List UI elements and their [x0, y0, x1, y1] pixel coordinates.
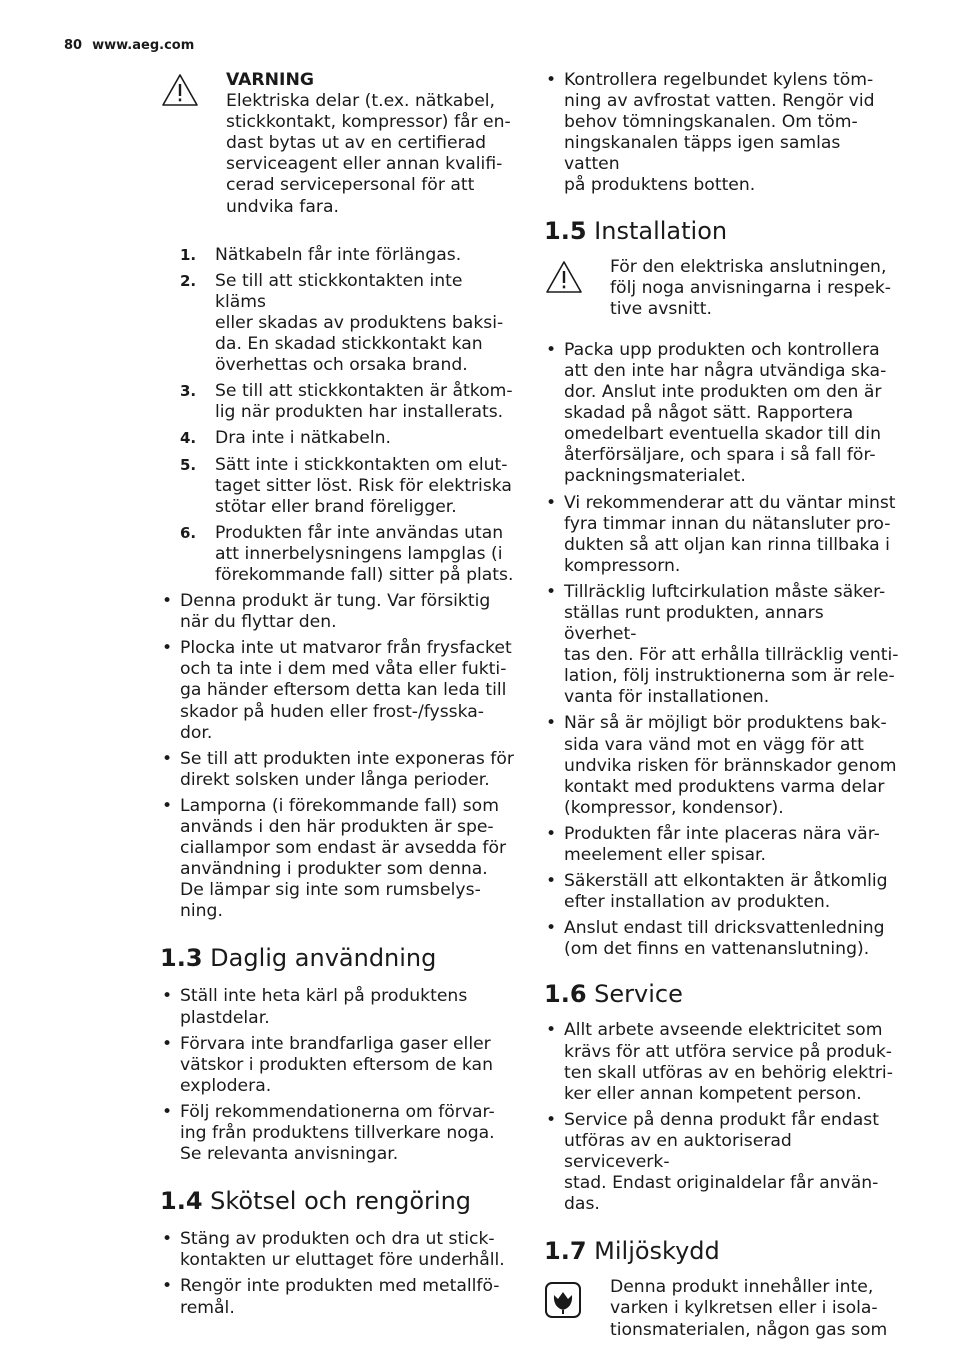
item-line: taget sitter löst. Risk för elektriska	[215, 475, 512, 496]
item-line: på produktens botten.	[564, 175, 756, 196]
item-line: • Denna produkt är tung. Var försiktig	[180, 591, 491, 612]
list-item	[544, 1110, 899, 1215]
section-heading-1-3	[160, 944, 515, 972]
bullet-list	[160, 1229, 515, 1318]
step-number: 1.	[180, 245, 197, 264]
item-line: Se relevanta anvisningar.	[180, 1144, 399, 1165]
item-line: behov tömningskanalen. Om töm-	[564, 112, 858, 133]
warning-block	[160, 70, 515, 218]
list-item	[544, 340, 899, 488]
warning-triangle-icon	[160, 72, 200, 108]
warning-line: serviceagent eller annan kvalifi-	[226, 154, 503, 175]
item-line: (om det finns en vattenanslutning).	[564, 939, 870, 960]
warning-text	[226, 91, 515, 218]
list-item	[160, 428, 515, 449]
item-line: lig när produkten har installerats.	[215, 402, 504, 423]
list-item	[544, 582, 899, 709]
warning-line: undvika fara.	[226, 196, 339, 217]
item-line: • Vi rekommenderar att du väntar minst	[564, 492, 896, 513]
section-number: 1.4	[160, 1187, 203, 1216]
item-line: dor. Anslut inte produkten om den är	[564, 382, 882, 403]
list-item	[544, 1020, 899, 1104]
item-line: utföras av en auktoriserad serviceverk-	[564, 1130, 792, 1173]
section-title: Daglig användning	[210, 944, 437, 973]
item-line: remål.	[180, 1297, 235, 1318]
numbered-list	[160, 245, 515, 586]
item-line: lation, följ instruktionerna som är rele-	[564, 666, 895, 687]
item-line: stad. Endast originaldelar får använ-	[564, 1173, 879, 1194]
warning-line: Elektriska delar (t.ex. nätkabel,	[226, 91, 496, 112]
item-line: vanta för installationen.	[564, 687, 770, 708]
item-line: direkt solsken under långa perioder.	[180, 769, 490, 790]
item-line: att den inte har några utvändiga ska-	[564, 360, 887, 381]
item-line: Dra inte i nätkabeln.	[215, 428, 391, 449]
item-line: användning i produkter som denna.	[180, 859, 488, 880]
eco-block	[544, 1277, 899, 1340]
section-number: 1.3	[160, 944, 203, 973]
item-line: Sätt inte i stickkontakten om elut-	[215, 454, 508, 475]
list-item	[160, 1276, 515, 1318]
item-line: krävs för att utföra service på produk-	[564, 1041, 892, 1062]
list-item	[544, 918, 899, 960]
list-item	[160, 1229, 515, 1271]
item-line: • Säkerställ att elkontakten är åtkomlig	[564, 871, 888, 892]
section-title: Skötsel och rengöring	[210, 1187, 472, 1216]
item-line: efter installation av produkten.	[564, 892, 831, 913]
item-line: Nätkabeln får inte förlängas.	[215, 244, 462, 265]
item-line: skador på huden eller frost-/fysska-	[180, 701, 485, 722]
item-line: tas den. För att erhålla tillräcklig venti-	[564, 645, 899, 666]
item-line: Produkten får inte användas utan	[215, 522, 504, 543]
warning-triangle-icon	[544, 259, 584, 295]
eco-body	[610, 1277, 899, 1340]
item-line: ten skall utföras av en behörig elektri-	[564, 1062, 893, 1083]
item-line: kontakten ur eluttaget före underhåll.	[180, 1250, 505, 1271]
bullet-list	[544, 340, 899, 961]
item-line: De lämpar sig inte som rumsbelys-	[180, 880, 481, 901]
list-item	[160, 749, 515, 791]
step-number: 5.	[180, 455, 197, 474]
list-item	[160, 523, 515, 586]
list-item	[544, 70, 899, 197]
right-column	[544, 70, 899, 1341]
item-line: ning av avfrostat vatten. Rengör vid	[564, 91, 875, 112]
item-line: • Rengör inte produkten med metallfö-	[180, 1276, 500, 1297]
item-line: sida vara vänd mot en vägg för att	[564, 734, 864, 755]
environment-leaf-icon	[544, 1281, 582, 1319]
item-line: förekommande fall) sitter på plats.	[215, 564, 514, 585]
item-line: explodera.	[180, 1075, 272, 1096]
warning-block	[544, 257, 899, 320]
warning-line: följ noga anvisningarna i respek-	[610, 277, 891, 298]
item-line: da. En skadad stickkontakt kan	[215, 334, 483, 355]
section-title: Service	[594, 980, 683, 1009]
item-line: återförsäljare, och spara i så fall för-	[564, 445, 876, 466]
warning-body	[226, 70, 515, 218]
item-line: när du flyttar den.	[180, 612, 337, 633]
item-line: ing från produktens tillverkare noga.	[180, 1123, 495, 1144]
list-item	[160, 638, 515, 743]
item-line: • Service på denna produkt får endast	[564, 1109, 879, 1130]
item-line: meelement eller spisar.	[564, 845, 766, 865]
left-column	[160, 70, 515, 1324]
bullet-list	[544, 1020, 899, 1215]
item-line: • Kontrollera regelbundet kylens töm-	[564, 70, 874, 90]
item-line: • Förvara inte brandfarliga gaser eller	[180, 1033, 491, 1054]
item-line: används i den här produkten är spe-	[180, 817, 494, 837]
item-line: plastdelar.	[180, 1007, 270, 1028]
section-number: 1.5	[544, 216, 587, 245]
item-line: ga händer eftersom detta kan leda till	[180, 680, 507, 701]
item-line: ker eller annan kompetent person.	[564, 1083, 862, 1104]
list-item	[160, 1034, 515, 1097]
item-line: dor.	[180, 722, 213, 743]
item-line: • Plocka inte ut matvaror från frysfacket	[180, 638, 512, 659]
step-number: 3.	[180, 382, 197, 401]
bullet-list	[160, 986, 515, 1165]
item-line: ciallampor som endast är avsedda för	[180, 838, 507, 859]
item-line: och ta inte i dem med våta eller fukti-	[180, 659, 507, 680]
eco-line: Denna produkt innehåller inte,	[610, 1277, 874, 1298]
item-line: dukten så att oljan kan rinna tillbaka i	[564, 534, 890, 555]
item-line: Se till att stickkontakten är åtkom-	[215, 381, 513, 402]
item-line: överhettas och orsaka brand.	[215, 355, 468, 376]
item-line: • Allt arbete avseende elektricitet som	[564, 1020, 883, 1041]
item-line: • Lamporna (i förekommande fall) som	[180, 795, 499, 816]
item-line: undvika risken för brännskador genom	[564, 755, 897, 776]
section-heading-1-5	[544, 217, 899, 245]
list-item	[160, 796, 515, 923]
page-number: 80	[64, 38, 83, 53]
item-line: • Följ rekommendationerna om förvar-	[180, 1101, 495, 1122]
item-line: vätskor i produkten eftersom de kan	[180, 1054, 493, 1075]
page-header	[64, 38, 194, 53]
item-line: fyra timmar innan du nätansluter pro-	[564, 513, 891, 534]
site-url: www.aeg.com	[92, 38, 195, 53]
warning-line: stickkontakt, kompressor) får en-	[226, 112, 511, 133]
list-item	[544, 493, 899, 577]
list-item	[160, 591, 515, 633]
section-number: 1.7	[544, 1237, 587, 1266]
list-item	[160, 271, 515, 376]
item-line: kompressorn.	[564, 555, 681, 576]
step-number: 6.	[180, 523, 197, 542]
item-line: att innerbelysningens lampglas (i	[215, 543, 503, 564]
list-item	[544, 871, 899, 913]
item-line: kontakt med produktens varma delar	[564, 776, 885, 797]
section-title: Installation	[594, 216, 728, 245]
item-line: • Stäng av produkten och dra ut stick-	[180, 1229, 495, 1250]
item-line: ning.	[180, 901, 223, 922]
item-line: Se till att stickkontakten inte kläms	[215, 270, 463, 312]
item-line: (kompressor, kondensor).	[564, 797, 784, 818]
warning-body	[610, 257, 899, 320]
item-line: ställas runt produkten, annars överhet-	[564, 602, 824, 645]
section-title: Miljöskydd	[594, 1237, 720, 1266]
item-line: • Produkten får inte placeras nära vär-	[564, 823, 880, 844]
bullet-list	[544, 70, 899, 197]
item-line: stötar eller brand föreligger.	[215, 496, 457, 517]
item-line: ningskanalen täpps igen samlas vatten	[564, 133, 841, 175]
warning-line: cerad servicepersonal för att	[226, 175, 475, 196]
item-line: eller skadas av produktens baksi-	[215, 312, 504, 333]
item-line: • När så är möjligt bör produktens bak-	[564, 713, 887, 734]
item-line: packningsmaterialet.	[564, 466, 746, 487]
section-heading-1-6	[544, 980, 899, 1008]
step-number: 2.	[180, 271, 197, 290]
list-item	[544, 713, 899, 818]
eco-line: varken i kylkretsen eller i isola-	[610, 1298, 878, 1319]
section-heading-1-7	[544, 1237, 899, 1265]
item-line: • Ställ inte heta kärl på produktens	[180, 986, 468, 1007]
list-item	[160, 381, 515, 423]
bullet-list	[160, 591, 515, 922]
item-line: • Anslut endast till dricksvattenledning	[564, 918, 885, 939]
warning-line: dast bytas ut av en certifierad	[226, 133, 487, 154]
list-item	[544, 824, 899, 866]
item-line: • Se till att produkten inte exponeras för	[180, 748, 514, 769]
list-item	[160, 986, 515, 1028]
item-line: skadad på något sätt. Rapportera	[564, 403, 854, 424]
list-item	[160, 1102, 515, 1165]
eco-line: tionsmaterialen, någon gas som	[610, 1319, 888, 1340]
warning-line: tive avsnitt.	[610, 298, 712, 319]
warning-title: VARNING	[226, 70, 314, 90]
list-item	[160, 455, 515, 518]
step-number: 4.	[180, 429, 197, 448]
section-heading-1-4	[160, 1187, 515, 1215]
item-line: • Tillräcklig luftcirkulation måste säker-	[564, 581, 886, 602]
section-number: 1.6	[544, 980, 587, 1009]
warning-line: För den elektriska anslutningen,	[610, 256, 887, 277]
item-line: omedelbart eventuella skador till din	[564, 424, 881, 445]
item-line: • Packa upp produkten och kontrollera	[564, 339, 880, 360]
item-line: das.	[564, 1194, 600, 1215]
list-item	[160, 245, 515, 266]
